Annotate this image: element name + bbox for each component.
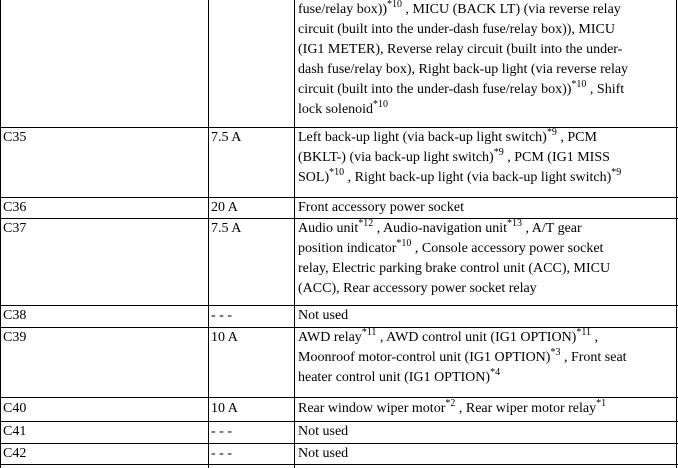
row-5-amps: 10 A [211,330,238,345]
row-4-amps: - - - [211,308,232,323]
row-2-circuit: C36 [3,200,27,215]
footnote-marker: *10 [571,79,587,90]
description-text: , MICU (BACK LT) (via reverse relay [402,2,621,17]
description-text: (IG1 METER), Reverse relay circuit (built into the under- [298,42,623,57]
description-text: , Right back-up light (via back-up light switch) [344,170,612,185]
description-line [298,148,676,168]
description-line [298,422,676,442]
description-line [298,399,676,419]
description-line [298,128,676,148]
description-text: , A/T gear [522,221,582,236]
description-text: (BKLT-) (via back-up light switch) [298,150,494,165]
description-line [298,60,676,80]
description-text: , Front seat [560,350,627,365]
row-6-amps: 10 A [211,401,238,416]
description-line [298,239,676,259]
description-text: Not used [298,308,349,323]
row-5-circuit: C39 [3,330,27,345]
description-line [298,348,676,368]
description-line [298,306,676,326]
row-4-description [298,306,676,326]
row-3-amps: 7.5 A [211,221,242,236]
description-text: Audio unit [298,221,359,236]
description-text: SOL) [298,170,330,185]
description-text: , Shift [586,82,625,97]
row-5-description [298,328,676,388]
description-text: lock solenoid [298,102,374,117]
row-6-circuit: C40 [3,401,27,416]
description-line [298,198,676,218]
description-line [298,0,676,20]
description-text: AWD relay [298,330,362,345]
description-text: , Console accessory power socket [411,241,604,256]
row-7-description [298,422,676,442]
description-line [298,259,676,279]
description-line [298,368,676,388]
description-text: circuit (built into the under-dash fuse/relay box)) [298,82,572,97]
description-text: , Rear wiper motor relay [455,401,597,416]
description-line [298,40,676,60]
footnote-marker: *10 [387,0,403,10]
description-text: Left back-up light (via back-up light switch) [298,130,547,145]
description-text: , PCM (IG1 MISS [503,150,610,165]
row-3-description [298,219,676,299]
description-line [298,168,676,188]
footnote-marker: *10 [373,99,389,110]
row-4-circuit: C38 [3,308,27,323]
description-text: Rear window wiper motor [298,401,446,416]
description-line [298,80,676,100]
row-7-circuit: C41 [3,424,27,439]
description-line [298,219,676,239]
row-1-description [298,128,676,188]
footnote-marker: *9 [493,147,504,158]
description-text: Not used [298,424,349,439]
description-text: dash fuse/relay box), Right back-up light (via reverse relay [298,62,629,77]
footnote-marker: *9 [546,127,557,138]
description-line [298,100,676,120]
description-line [298,279,676,299]
description-text: heater control unit (IG1 OPTION) [298,370,491,385]
description-text: position indicator [298,241,397,256]
row-2-description [298,198,676,218]
description-text: , AWD control unit (IG1 OPTION) [376,330,577,345]
description-line [298,444,676,464]
row-1-circuit: C35 [3,130,27,145]
footnote-marker: *11 [576,327,591,338]
description-line [298,20,676,40]
row-divider [0,397,678,398]
description-line [298,328,676,348]
table-border-bottom [0,464,678,465]
description-text: fuse/relay box)) [298,2,388,17]
description-text: relay, Electric parking brake control unit (ACC), MICU [298,261,611,276]
row-6-description [298,399,676,419]
description-text: , Audio-navigation unit [373,221,508,236]
footnote-marker: *1 [596,398,607,409]
row-2-amps: 20 A [211,200,238,215]
footnote-marker: *3 [550,347,561,358]
footnote-marker: *10 [329,167,345,178]
description-text: circuit (built into the under-dash fuse/relay box)), MICU [298,22,615,37]
row-1-amps: 7.5 A [211,130,242,145]
description-text: Moonroof motor-control unit (IG1 OPTION) [298,350,551,365]
footnote-marker: *9 [611,167,622,178]
footnote-marker: *2 [445,398,456,409]
row-8-amps: - - - [211,446,232,461]
row-8-circuit: C42 [3,446,27,461]
row-3-circuit: C37 [3,221,27,236]
footnote-marker: *4 [490,367,501,378]
row-8-description [298,444,676,464]
description-text: , PCM [556,130,597,145]
footnote-marker: *11 [361,327,377,338]
description-text: Not used [298,446,349,461]
row-0-description [298,0,676,120]
footnote-marker: *10 [396,238,412,249]
row-7-amps: - - - [211,424,232,439]
footnote-marker: *12 [358,218,374,229]
footnote-marker: *13 [507,218,523,229]
description-text: Front accessory power socket [298,200,465,215]
description-text: (ACC), Rear accessory power socket relay [298,281,537,296]
description-text: , [590,330,598,345]
